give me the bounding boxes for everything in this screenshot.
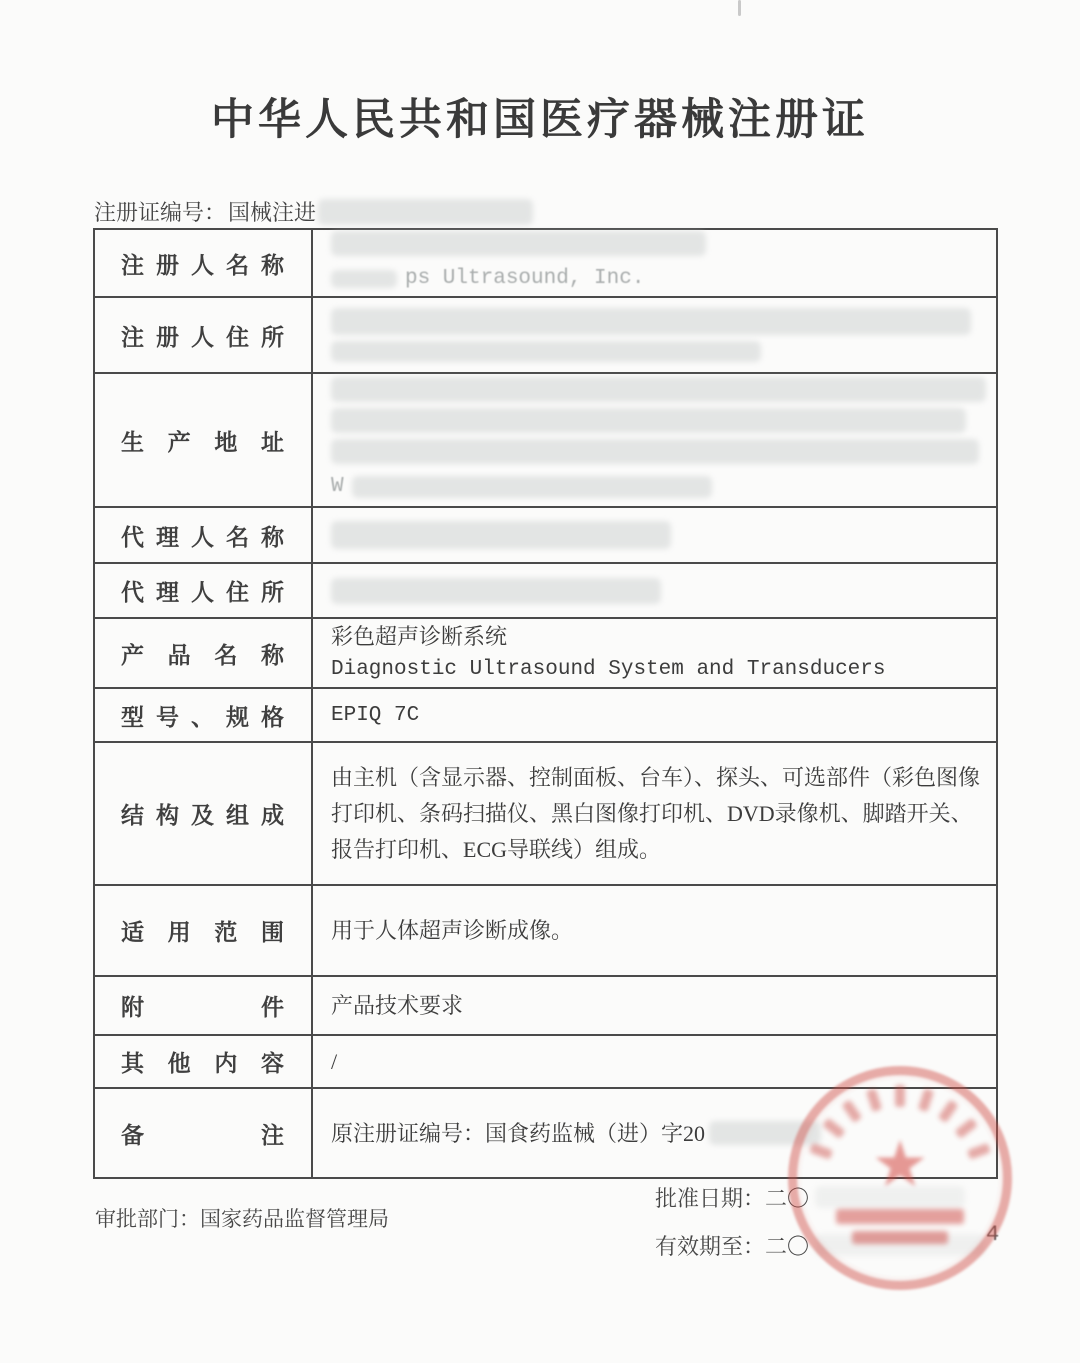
redaction-block bbox=[331, 439, 979, 464]
redaction-block bbox=[709, 1121, 821, 1145]
approval-date-line: 批准日期：二〇 bbox=[655, 1182, 985, 1212]
field-label: 产品名称 bbox=[95, 619, 313, 687]
scan-artifact bbox=[738, 0, 741, 16]
field-label: 生产地址 bbox=[95, 374, 313, 506]
certificate-number-prefix: 国械注进 bbox=[228, 200, 317, 225]
table-row-registrant-name bbox=[95, 230, 996, 298]
registrant-address-value bbox=[313, 298, 996, 372]
table-row-other-content bbox=[95, 1036, 996, 1089]
field-label: 适用范围 bbox=[95, 886, 313, 975]
field-label: 型号、规格 bbox=[95, 689, 313, 741]
table-row-product-name bbox=[95, 619, 996, 689]
table-row-agent-address bbox=[95, 564, 996, 619]
redaction-block bbox=[331, 521, 671, 549]
attachment-value: 产品技术要求 bbox=[331, 993, 464, 1018]
redaction-block bbox=[331, 231, 706, 256]
table-row-remarks bbox=[95, 1089, 996, 1177]
table-row-attachment bbox=[95, 977, 996, 1036]
other-content-value: / bbox=[331, 1049, 338, 1074]
structure-value: 由主机（含显示器、控制面板、台车）、探头、可选部件（彩色图像打印机、条码扫描仪、黑白图像打印机、DVD录像机、脚踏开关、报告打印机、ECG导联线）组成。 bbox=[331, 764, 981, 862]
field-label: 结构及组成 bbox=[95, 743, 313, 884]
table-row-production-address bbox=[95, 374, 996, 508]
valid-until-line: 有效期至：二〇 bbox=[655, 1230, 985, 1260]
field-label: 附件 bbox=[95, 977, 313, 1034]
agent-address-value bbox=[313, 564, 996, 617]
certificate-table bbox=[93, 228, 998, 1179]
field-label: 备注 bbox=[95, 1089, 313, 1177]
field-label: 注册人名称 bbox=[95, 230, 313, 296]
certificate-number-label: 注册证编号： bbox=[94, 200, 227, 225]
table-row-model-spec bbox=[95, 689, 996, 743]
redaction-block bbox=[352, 476, 712, 498]
redacted-text-fragment: W bbox=[331, 475, 344, 498]
redaction-block bbox=[815, 1234, 985, 1256]
redaction-block bbox=[318, 199, 533, 225]
redacted-text-fragment: ps Ultrasound, Inc. bbox=[405, 267, 645, 290]
redaction-block bbox=[331, 341, 761, 362]
seal-star-icon: ★ bbox=[871, 1128, 929, 1200]
redaction-block bbox=[815, 1186, 965, 1208]
approval-department: 审批部门：国家药品监督管理局 bbox=[95, 1207, 389, 1231]
product-name-en: Diagnostic Ultrasound System and Transducers bbox=[331, 658, 886, 681]
field-label: 代理人名称 bbox=[95, 508, 313, 562]
table-row-registrant-address bbox=[95, 298, 996, 374]
field-label: 注册人住所 bbox=[95, 298, 313, 372]
field-label: 其他内容 bbox=[95, 1036, 313, 1087]
redaction-block bbox=[331, 377, 986, 402]
production-address-value bbox=[313, 374, 1000, 506]
agent-name-value bbox=[313, 508, 996, 562]
field-label: 代理人住所 bbox=[95, 564, 313, 617]
document-title: 中华人民共和国医疗器械注册证 bbox=[211, 97, 869, 144]
redaction-block bbox=[331, 308, 971, 335]
valid-until-tail-fragment: 4 bbox=[986, 1222, 1000, 1247]
scope-value: 用于人体超声诊断成像。 bbox=[331, 918, 574, 943]
table-row-structure bbox=[95, 743, 996, 886]
registrant-name-value bbox=[313, 230, 996, 296]
dates-block bbox=[655, 1182, 985, 1278]
model-spec-value: EPIQ 7C bbox=[331, 703, 420, 727]
redaction-block bbox=[331, 578, 661, 604]
product-name-cn: 彩色超声诊断系统 bbox=[331, 624, 508, 649]
remarks-value: 原注册证编号：国食药监械（进）字20 bbox=[313, 1089, 996, 1177]
redaction-block bbox=[331, 408, 966, 433]
product-name-value bbox=[313, 619, 996, 687]
table-row-agent-name bbox=[95, 508, 996, 564]
redaction-block bbox=[331, 270, 397, 288]
table-row-scope bbox=[95, 886, 996, 977]
certificate-number-line bbox=[94, 196, 533, 227]
